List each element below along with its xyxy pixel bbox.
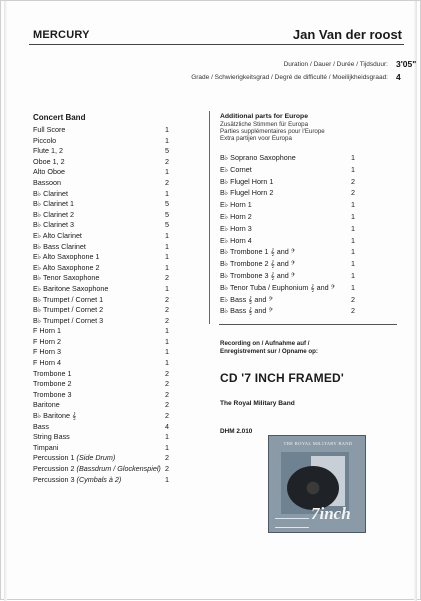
column-divider [209,111,210,324]
part-row [220,211,390,223]
part-row [33,432,193,443]
part-row [33,125,193,136]
part-quantity: 2 [165,400,169,410]
part-name: Timpani [33,442,59,452]
catalog-number: DHM 2.010 [220,428,253,435]
part-name: F Horn 4 [33,358,61,368]
part-name: E♭ Horn 2 [220,211,252,221]
duration-label: Duration / Dauer / Durée / Tijdsduur: [283,61,388,68]
part-name: B♭ Bass Clarinet [33,241,86,251]
part-name: B♭ Clarinet 1 [33,199,74,209]
part-name: B♭ Trumpet / Cornet 1 [33,294,104,304]
part-quantity: 2 [351,188,355,198]
part-quantity: 1 [351,235,355,245]
part-row [220,187,390,199]
part-quantity: 1 [165,358,169,368]
part-row [33,443,193,454]
part-quantity: 1 [351,270,355,280]
part-name: Percussion 2 [33,464,77,473]
part-row [220,294,390,306]
part-row [220,258,390,270]
part-quantity: 1 [165,336,169,346]
part-row [33,358,193,369]
part-name: Oboe 1, 2 [33,156,65,166]
cover-title-word: 7inch [311,504,351,523]
part-quantity: 1 [351,223,355,233]
header-rule [29,44,404,45]
part-name: Trombone 2 [33,379,72,389]
part-quantity: 2 [165,379,169,389]
part-name: Trombone 1 [33,368,72,378]
concert-band-list [33,125,193,485]
part-quantity: 2 [165,389,169,399]
additional-sub-nl: Extra partijen voor Europa [220,135,292,142]
part-quantity: 2 [165,368,169,378]
part-quantity: 1 [165,125,169,134]
part-row [220,199,390,211]
part-name: Percussion 1 [33,453,77,463]
part-quantity: 1 [351,211,355,221]
part-name: B♭ Trombone 3 𝄞 and 𝄢 [220,270,296,280]
part-row [33,453,193,464]
part-row [33,178,193,189]
part-quantity: 1 [165,135,169,145]
part-quantity: 2 [165,411,169,421]
part-row [33,167,193,178]
page-edge-right [414,1,417,601]
part-row [220,246,390,258]
part-row [220,282,390,294]
part-quantity: 2 [165,273,169,283]
part-row [33,136,193,147]
part-name: B♭ Baritone 𝄞 [33,411,77,421]
part-quantity: 1 [165,283,169,293]
part-quantity: 4 [165,421,169,431]
part-row [33,369,193,380]
part-row [33,347,193,358]
part-row [33,252,193,263]
part-row [33,284,193,295]
part-quantity: 1 [165,442,169,452]
part-quantity: 2 [351,294,355,304]
grade-label: Grade / Schwierigkeitsgrad / Degré de difficulté / Moeilijkheidsgraad: [191,74,388,81]
part-name: B♭ Trumpet / Cornet 3 [33,315,104,325]
additional-parts-heading: Additional parts for Europe [220,113,308,120]
part-name: Full Score [33,125,66,134]
performer-name: The Royal Military Band [220,400,295,407]
part-row [220,176,390,188]
part-quantity: 1 [165,432,169,442]
part-row [33,231,193,242]
part-row [33,411,193,422]
part-name: E♭ Horn 4 [220,235,252,245]
part-name: F Horn 1 [33,326,61,336]
part-quantity: 2 [165,177,169,187]
concert-band-heading: Concert Band [33,113,86,122]
part-name: B♭ Flugel Horn 1 [220,176,274,186]
part-name: E♭ Alto Saxophone 1 [33,252,100,262]
part-instrument-note: (Side Drum) [76,453,116,463]
additional-sub-de: Zusätzliche Stimmen für Europa [220,121,309,128]
part-row [33,199,193,210]
part-quantity: 1 [351,282,355,292]
part-quantity: 2 [165,464,169,473]
part-name: Percussion 3 [33,474,77,484]
part-row [33,242,193,253]
part-row [220,164,390,176]
part-name: Alto Oboe [33,167,65,177]
part-quantity: 2 [165,305,169,315]
grade-row [191,72,401,82]
cd-title: CD '7 INCH FRAMED' [220,371,344,385]
part-row [33,220,193,231]
part-row [33,273,193,284]
section-rule [219,324,397,325]
part-row [33,337,193,348]
part-quantity: 1 [165,326,169,336]
part-row [220,305,390,317]
page-edge-left [4,1,7,601]
part-name: E♭ Alto Saxophone 2 [33,262,100,272]
part-row [33,157,193,168]
part-quantity: 2 [165,294,169,304]
part-quantity: 1 [165,188,169,198]
part-quantity: 1 [351,247,355,257]
part-quantity: 5 [165,220,169,230]
part-name: E♭ Horn 1 [220,200,252,210]
cover-decoration [275,518,309,528]
part-quantity: 1 [165,167,169,177]
part-quantity: 1 [351,164,355,174]
part-row [33,305,193,316]
part-row [33,263,193,274]
part-name: E♭ Cornet [220,164,252,174]
part-quantity: 2 [351,176,355,186]
part-row [220,235,390,247]
part-row [220,152,390,164]
duration-value: 3'05" [396,59,417,69]
additional-parts-list [220,152,390,317]
part-name: Piccolo [33,135,57,145]
part-quantity: 1 [165,474,169,484]
grade-value: 4 [396,72,401,82]
part-name: Trombone 3 [33,389,72,399]
piece-title: MERCURY [33,29,90,41]
part-quantity: 5 [165,146,169,156]
part-name: String Bass [33,432,70,442]
part-name: B♭ Trumpet / Cornet 2 [33,305,104,315]
part-row [33,146,193,157]
recording-line-1: Recording on / Aufnahme auf / [220,340,310,347]
part-name: F Horn 2 [33,336,61,346]
recording-line-2: Enregistrement sur / Opname op: [220,348,318,355]
part-row [33,422,193,433]
part-name: B♭ Clarinet [33,188,68,198]
part-quantity: 1 [351,153,355,162]
composer-name: Jan Van der roost [292,27,402,42]
part-name: B♭ Soprano Saxophone [220,153,296,162]
part-quantity: 5 [165,209,169,219]
part-quantity: 1 [165,241,169,251]
part-quantity: 2 [165,156,169,166]
part-name: Baritone [33,400,60,410]
part-name: E♭ Baritone Saxophone [33,283,109,293]
part-row [220,223,390,235]
part-name: B♭ Tenor Tuba / Euphonium 𝄞 and 𝄢 [220,282,336,292]
part-quantity: 1 [165,347,169,357]
part-name: B♭ Tenor Saxophone [33,273,100,283]
part-row [33,210,193,221]
part-quantity: 1 [165,262,169,272]
part-row [33,400,193,411]
cover-band-text: THE ROYAL MILITARY BAND [283,441,353,446]
part-name: B♭ Trombone 2 𝄞 and 𝄢 [220,259,296,269]
duration-row [283,59,417,69]
part-name: Bass [33,421,49,431]
part-quantity: 2 [165,453,169,463]
part-row [33,326,193,337]
part-row [33,189,193,200]
cd-cover-image [268,435,366,533]
part-row [33,475,193,486]
part-name: E♭ Alto Clarinet [33,230,82,240]
part-quantity: 1 [351,200,355,210]
part-name: E♭ Horn 3 [220,223,252,233]
part-row [33,390,193,401]
part-quantity: 2 [351,306,355,316]
part-quantity: 1 [165,252,169,262]
part-name: B♭ Trombone 1 𝄞 and 𝄢 [220,247,296,257]
part-row [33,316,193,327]
part-name: B♭ Flugel Horn 2 [220,188,274,198]
part-name: B♭ Bass 𝄞 and 𝄢 [220,306,274,316]
part-row [33,379,193,390]
part-row [33,295,193,306]
part-row [33,464,193,475]
part-name: B♭ Clarinet 3 [33,220,74,230]
part-quantity: 1 [165,230,169,240]
part-instrument-note: (Bassdrum / Glockenspiel) [76,464,161,473]
part-instrument-note: (Cymbals à 2) [76,474,122,484]
part-name: B♭ Clarinet 2 [33,209,74,219]
part-quantity: 5 [165,199,169,209]
part-name: Flute 1, 2 [33,146,63,156]
part-quantity: 1 [351,259,355,269]
additional-sub-fr: Parties supplémentaires pour l'Europe [220,128,325,135]
part-quantity: 2 [165,315,169,325]
part-name: F Horn 3 [33,347,61,357]
part-name: Bassoon [33,177,61,187]
part-name: E♭ Bass 𝄞 and 𝄢 [220,294,274,304]
part-row [220,270,390,282]
